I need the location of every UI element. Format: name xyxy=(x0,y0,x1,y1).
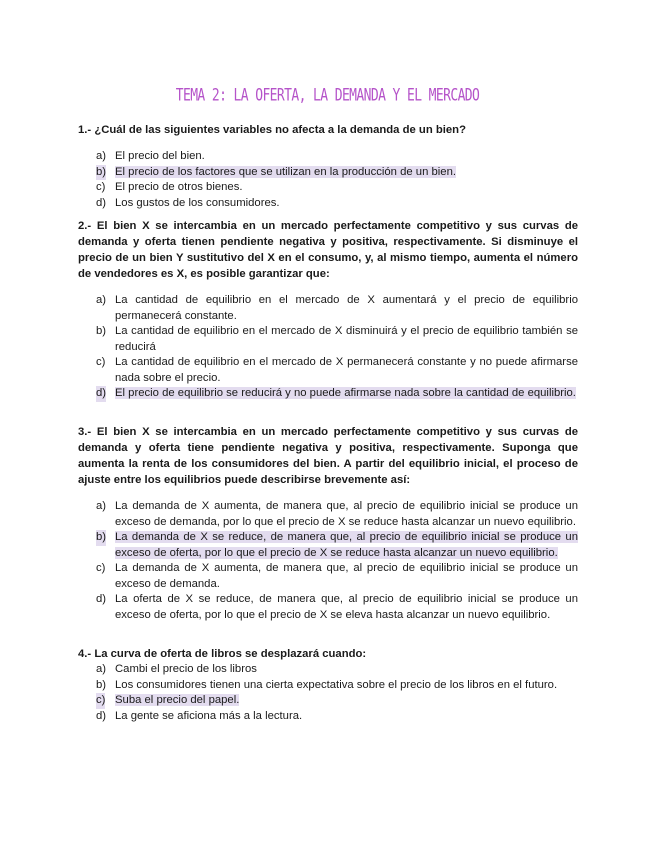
question-text: 3.- El bien X se intercambia en un mercado perfectamente competitivo y sus curvas de demanda y oferta tiene pendiente negativa y positiva, respectivamente. Suponga que aumenta la renta de los consumidores del bien. A partir del equilibrio inicial, el proceso de ajuste entre los equilibrios puede describirse brevemente así: xyxy=(78,426,578,486)
option-text: El precio de los factores que se utilizan en la producción de un bien. xyxy=(115,165,457,178)
option-c xyxy=(78,355,578,386)
option-label: d) xyxy=(96,196,107,209)
options-list xyxy=(78,149,578,211)
option-text: El precio de equilibrio se reducirá y no puede afirmarse nada sobre la cantidad de equilibrio. xyxy=(115,387,576,399)
option-text: La gente se aficiona más a la lectura. xyxy=(115,709,303,722)
options-list xyxy=(78,293,578,402)
option-d xyxy=(78,709,578,725)
option-a xyxy=(78,149,578,165)
option-text: La cantidad de equilibrio en el mercado de X permanecerá constante y no puede afirmarse nada sobre el precio. xyxy=(115,356,578,384)
question-1 xyxy=(78,122,578,211)
option-d-highlighted xyxy=(78,386,578,402)
option-text: El precio del bien. xyxy=(115,150,205,162)
option-a xyxy=(78,499,578,530)
question-4 xyxy=(78,646,578,724)
option-text: Los consumidores tienen una cierta expectativa sobre el precio de los libros en el futuro. xyxy=(115,678,558,691)
option-label: d) xyxy=(96,386,106,402)
option-label: b) xyxy=(96,530,106,546)
option-label: b) xyxy=(96,678,107,691)
question-3 xyxy=(78,424,578,623)
option-text: La oferta de X se reduce, de manera que, al precio de equilibrio inicial se produce un exceso de oferta, por lo que el precio de X se eleva hasta alcanzar un nuevo equilibrio. xyxy=(115,593,578,621)
option-a xyxy=(78,662,578,678)
option-a xyxy=(78,293,578,324)
option-c-highlighted xyxy=(78,693,578,709)
question-text: 4.- La curva de oferta de libros se desplazará cuando: xyxy=(78,648,367,660)
option-b xyxy=(78,324,578,355)
question-text: 1.- ¿Cuál de las siguientes variables no afecta a la demanda de un bien? xyxy=(78,124,466,136)
option-label: c) xyxy=(96,356,106,368)
option-label: a) xyxy=(96,500,107,512)
option-text: La cantidad de equilibrio en el mercado de X aumentará y el precio de equilibrio permanecerá constante. xyxy=(115,294,578,322)
question-2 xyxy=(78,218,578,402)
option-label: a) xyxy=(96,663,107,675)
option-text: Los gustos de los consumidores. xyxy=(115,196,280,209)
option-text: La demanda de X aumenta, de manera que, al precio de equilibrio inicial se produce un exceso de demanda, por lo que el precio de X se reduce hasta alcanzar un nuevo equilibrio. xyxy=(115,500,578,528)
option-text: La demanda de X aumenta, de manera que, al precio de equilibrio inicial se produce un exceso de demanda. xyxy=(115,562,578,590)
option-text: La demanda de X se reduce, de manera que, al precio de equilibrio inicial se produce un exceso de oferta, por lo que el precio de X se reduce hasta alcanzar un nuevo equilibrio. xyxy=(115,531,578,559)
option-label: b) xyxy=(96,165,106,181)
option-label: a) xyxy=(96,150,107,162)
option-d xyxy=(78,196,578,212)
option-b-highlighted xyxy=(78,530,578,561)
page-title: TEMA 2: LA OFERTA, LA DEMANDA Y EL MERCADO xyxy=(175,86,480,106)
option-label: d) xyxy=(96,709,107,722)
option-label: d) xyxy=(96,593,107,605)
option-text: El precio de otros bienes. xyxy=(115,181,243,193)
option-b xyxy=(78,678,578,694)
option-d xyxy=(78,592,578,623)
option-label: c) xyxy=(96,562,106,574)
option-label: c) xyxy=(96,181,106,193)
option-b-highlighted xyxy=(78,165,578,181)
option-text: La cantidad de equilibrio en el mercado de X disminuirá y el precio de equilibrio también se reducirá xyxy=(115,325,578,353)
option-text: Cambi el precio de los libros xyxy=(115,663,257,675)
options-list xyxy=(78,499,578,623)
option-text: Suba el precio del papel. xyxy=(115,694,240,706)
option-label: b) xyxy=(96,325,107,337)
option-c xyxy=(78,180,578,196)
options-list xyxy=(78,662,578,724)
option-c xyxy=(78,561,578,592)
question-text: 2.- El bien X se intercambia en un mercado perfectamente competitivo y sus curvas de demanda y oferta tienen pendiente negativa y positiva, respectivamente. Si disminuye el precio de un bien Y sustitutivo del X en el consumo, y, al mismo tiempo, aumenta el número de vendedores es X, es posible garantizar que: xyxy=(78,220,578,280)
option-label: a) xyxy=(96,294,107,306)
option-label: c) xyxy=(96,693,105,709)
